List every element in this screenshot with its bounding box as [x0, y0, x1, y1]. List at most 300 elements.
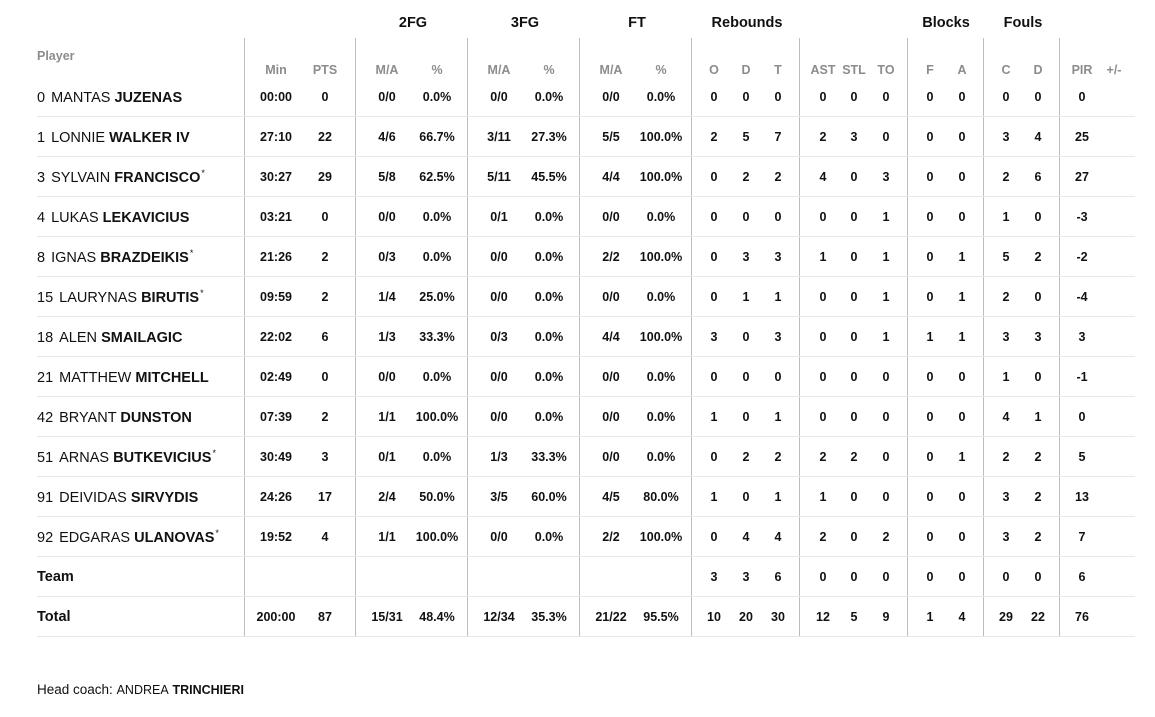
player-number: 21 [37, 369, 54, 386]
cell-blk-f: 0 [926, 570, 934, 584]
cell-reb-d: 1 [742, 290, 750, 304]
cell-blk-a: 0 [958, 490, 966, 504]
player-last-name: JUZENAS [114, 89, 183, 106]
cell-fg2-pct: 0.0% [422, 250, 452, 264]
cell-fg3-pct: 60.0% [531, 490, 567, 504]
cell-ft-ma: 2/2 [602, 250, 620, 264]
cell-fg3-ma: 0/0 [490, 530, 508, 544]
cell-fg2-ma: 1/3 [378, 330, 396, 344]
cell-reb-t: 1 [774, 290, 782, 304]
group-ft-header: FT [628, 15, 646, 31]
cell-fg3-pct: 0.0% [534, 210, 564, 224]
cell-foul-d: 22 [1031, 610, 1045, 624]
cell-pts: 29 [318, 170, 332, 184]
player-name-link[interactable] [37, 368, 210, 386]
cell-reb-t: 4 [774, 530, 782, 544]
cell-reb-o: 0 [710, 290, 718, 304]
cell-ast: 1 [819, 490, 827, 504]
cell-fg3-pct: 0.0% [534, 90, 564, 104]
cell-ft-pct: 80.0% [643, 490, 679, 504]
cell-reb-o: 0 [710, 250, 718, 264]
cell-ast: 0 [819, 290, 827, 304]
cell-fg2-pct: 50.0% [419, 490, 455, 504]
cell-reb-t: 1 [774, 490, 782, 504]
player-first-name: LUKAS [51, 209, 99, 226]
player-name-link[interactable] [37, 328, 183, 346]
cell-fg2-ma: 0/1 [378, 450, 396, 464]
player-number: 42 [37, 409, 54, 426]
table-row [37, 397, 1135, 437]
cell-fg2-ma: 0/0 [378, 370, 396, 384]
cell-min: 200:00 [256, 610, 296, 624]
cell-blk-a: 0 [958, 410, 966, 424]
cell-blk-a: 0 [958, 90, 966, 104]
col-header-pir: PIR [1071, 63, 1093, 77]
player-number: 3 [37, 169, 46, 186]
player-name-link[interactable] [37, 408, 193, 426]
cell-reb-t: 30 [771, 610, 785, 624]
cell-fg3-pct: 0.0% [534, 370, 564, 384]
cell-ft-ma: 4/4 [602, 330, 620, 344]
cell-pts: 2 [321, 410, 329, 424]
cell-pts: 2 [321, 290, 329, 304]
cell-to: 0 [882, 410, 890, 424]
player-number: 8 [37, 249, 46, 266]
cell-min: 03:21 [260, 210, 292, 224]
player-last-name: LEKAVICIUS [102, 209, 190, 226]
cell-foul-d: 2 [1034, 450, 1042, 464]
cell-to: 1 [882, 290, 890, 304]
cell-min: 27:10 [260, 130, 292, 144]
cell-reb-t: 3 [774, 330, 782, 344]
cell-reb-o: 0 [710, 90, 718, 104]
player-last-name: BRAZDEIKIS [100, 249, 189, 266]
cell-stl: 0 [850, 290, 858, 304]
cell-fg3-ma: 0/3 [490, 330, 508, 344]
player-last-name: BUTKEVICIUS [113, 449, 212, 466]
cell-reb-d: 3 [742, 250, 750, 264]
player-number: 91 [37, 489, 54, 506]
cell-blk-f: 0 [926, 90, 934, 104]
player-name-link[interactable] [37, 168, 205, 186]
cell-foul-d: 6 [1034, 170, 1042, 184]
cell-to: 1 [882, 250, 890, 264]
cell-ast: 0 [819, 370, 827, 384]
cell-fg2-pct: 0.0% [422, 90, 452, 104]
player-first-name: IGNAS [51, 249, 97, 266]
cell-foul-d: 1 [1034, 410, 1042, 424]
cell-reb-o: 2 [710, 130, 718, 144]
cell-stl: 0 [850, 250, 858, 264]
cell-fg2-ma: 1/1 [378, 410, 396, 424]
cell-fg2-pct: 0.0% [422, 370, 452, 384]
cell-pts: 0 [321, 370, 329, 384]
cell-ft-pct: 100.0% [639, 250, 683, 264]
cell-fg2-ma: 0/0 [378, 90, 396, 104]
table-row [37, 357, 1135, 397]
player-first-name: LAURYNAS [59, 289, 138, 306]
player-first-name: ARNAS [59, 449, 110, 466]
player-number: 0 [37, 89, 46, 106]
table-row [37, 437, 1135, 477]
cell-stl: 2 [850, 450, 858, 464]
cell-pir: -1 [1076, 370, 1088, 384]
cell-to: 0 [882, 130, 890, 144]
cell-ft-pct: 100.0% [639, 130, 683, 144]
cell-ft-ma: 0/0 [602, 410, 620, 424]
cell-pts: 22 [318, 130, 332, 144]
cell-blk-f: 0 [926, 210, 934, 224]
cell-ft-ma: 2/2 [602, 530, 620, 544]
cell-fg3-pct: 33.3% [531, 450, 567, 464]
table-row [37, 77, 1135, 117]
cell-reb-d: 0 [742, 330, 750, 344]
col-header-to: TO [877, 63, 895, 77]
starter-mark: * [215, 528, 219, 539]
cell-foul-d: 0 [1034, 370, 1042, 384]
cell-foul-d: 2 [1034, 490, 1042, 504]
cell-reb-o: 0 [710, 370, 718, 384]
cell-foul-c: 1 [1002, 210, 1010, 224]
col-header-2fg-pct: % [431, 63, 443, 77]
cell-min: 30:27 [260, 170, 292, 184]
cell-reb-d: 0 [742, 210, 750, 224]
cell-fg3-ma: 0/1 [490, 210, 508, 224]
col-header-reb-d: D [741, 63, 751, 77]
cell-ft-ma: 0/0 [602, 450, 620, 464]
cell-foul-c: 0 [1002, 570, 1010, 584]
table-row [37, 477, 1135, 517]
cell-min: 21:26 [260, 250, 292, 264]
cell-pir: 13 [1075, 490, 1089, 504]
cell-stl: 0 [850, 370, 858, 384]
player-name-link[interactable] [37, 528, 219, 546]
player-last-name: DUNSTON [120, 409, 192, 426]
cell-pir: -3 [1076, 210, 1088, 224]
cell-ft-ma: 0/0 [602, 290, 620, 304]
player-number: 18 [37, 329, 54, 346]
cell-pts: 17 [318, 490, 332, 504]
player-first-name: LONNIE [51, 129, 106, 146]
cell-pir: -4 [1076, 290, 1088, 304]
cell-fg2-ma: 15/31 [371, 610, 403, 624]
cell-ft-ma: 4/5 [602, 490, 620, 504]
table-row [37, 117, 1135, 157]
cell-min: 00:00 [260, 90, 292, 104]
cell-stl: 0 [850, 90, 858, 104]
cell-to: 1 [882, 210, 890, 224]
cell-reb-d: 0 [742, 90, 750, 104]
cell-reb-d: 4 [742, 530, 750, 544]
cell-reb-d: 0 [742, 370, 750, 384]
cell-pts: 0 [321, 90, 329, 104]
cell-fg2-ma: 0/0 [378, 210, 396, 224]
cell-ast: 1 [819, 250, 827, 264]
cell-foul-d: 2 [1034, 250, 1042, 264]
cell-ft-pct: 95.5% [643, 610, 679, 624]
starter-mark: * [212, 448, 216, 459]
col-header-3fg-ma: M/A [487, 63, 511, 77]
cell-blk-f: 1 [926, 330, 934, 344]
player-name-link[interactable] [37, 248, 193, 266]
cell-ft-pct: 0.0% [646, 410, 676, 424]
cell-stl: 0 [850, 330, 858, 344]
player-last-name: MITCHELL [135, 369, 209, 386]
col-header-reb-o: O [709, 63, 719, 77]
player-column-header: Player [37, 49, 75, 63]
cell-reb-d: 5 [742, 130, 750, 144]
cell-ast: 2 [819, 450, 827, 464]
cell-reb-d: 2 [742, 450, 750, 464]
cell-blk-f: 1 [926, 610, 934, 624]
col-header-reb-t: T [774, 63, 782, 77]
cell-fg3-ma: 12/34 [483, 610, 515, 624]
player-first-name: DEIVIDAS [59, 489, 127, 506]
cell-fg3-pct: 0.0% [534, 290, 564, 304]
cell-foul-c: 3 [1002, 330, 1010, 344]
cell-ast: 0 [819, 330, 827, 344]
cell-reb-d: 0 [742, 490, 750, 504]
cell-fg3-ma: 3/5 [490, 490, 508, 504]
cell-reb-o: 3 [710, 570, 718, 584]
team-row [37, 557, 1135, 597]
cell-blk-a: 0 [958, 130, 966, 144]
cell-blk-f: 0 [926, 170, 934, 184]
cell-ft-pct: 0.0% [646, 90, 676, 104]
cell-to: 1 [882, 330, 890, 344]
cell-reb-t: 3 [774, 250, 782, 264]
cell-fg2-ma: 1/4 [378, 290, 396, 304]
cell-fg3-pct: 0.0% [534, 530, 564, 544]
col-header-2fg-ma: M/A [375, 63, 399, 77]
cell-fg2-pct: 48.4% [419, 610, 455, 624]
cell-reb-o: 10 [707, 610, 721, 624]
cell-min: 22:02 [260, 330, 292, 344]
player-first-name: EDGARAS [59, 529, 131, 546]
cell-foul-c: 2 [1002, 170, 1010, 184]
cell-pir: 27 [1075, 170, 1089, 184]
cell-reb-t: 0 [774, 90, 782, 104]
player-name-link[interactable] [37, 448, 216, 466]
cell-stl: 5 [850, 610, 858, 624]
cell-min: 02:49 [260, 370, 292, 384]
player-last-name: SIRVYDIS [130, 489, 199, 506]
col-header-ft-pct: % [655, 63, 667, 77]
cell-pts: 87 [318, 610, 332, 624]
cell-ft-ma: 5/5 [602, 130, 620, 144]
player-first-name: BRYANT [59, 409, 117, 426]
cell-reb-t: 7 [774, 130, 782, 144]
head-coach [37, 682, 244, 697]
cell-pts: 3 [321, 450, 329, 464]
cell-foul-c: 2 [1002, 290, 1010, 304]
cell-reb-o: 0 [710, 210, 718, 224]
cell-fg3-pct: 27.3% [531, 130, 567, 144]
cell-foul-c: 29 [999, 610, 1013, 624]
table-row [37, 317, 1135, 357]
cell-pts: 2 [321, 250, 329, 264]
cell-fg3-ma: 0/0 [490, 90, 508, 104]
starter-mark: * [189, 248, 194, 259]
cell-reb-t: 2 [774, 170, 782, 184]
cell-blk-a: 1 [958, 250, 966, 264]
cell-foul-d: 0 [1034, 570, 1042, 584]
cell-reb-d: 20 [739, 610, 753, 624]
cell-blk-f: 0 [926, 450, 934, 464]
cell-pir: 5 [1078, 450, 1086, 464]
cell-foul-c: 3 [1002, 530, 1010, 544]
cell-to: 2 [882, 530, 890, 544]
cell-fg3-pct: 0.0% [534, 330, 564, 344]
cell-fg2-pct: 66.7% [419, 130, 455, 144]
cell-stl: 0 [850, 210, 858, 224]
cell-foul-d: 0 [1034, 290, 1042, 304]
cell-blk-a: 1 [958, 330, 966, 344]
player-number: 51 [37, 449, 54, 466]
player-first-name: MATTHEW [59, 369, 132, 386]
cell-pts: 0 [321, 210, 329, 224]
cell-blk-a: 0 [958, 530, 966, 544]
cell-stl: 3 [850, 130, 858, 144]
cell-fg3-ma: 3/11 [487, 130, 511, 144]
player-name-link[interactable] [37, 488, 199, 506]
cell-pir: 76 [1075, 610, 1089, 624]
player-name-link[interactable] [37, 88, 183, 106]
player-number: 4 [37, 209, 46, 226]
player-name-link[interactable] [37, 208, 190, 226]
cell-ast: 2 [819, 130, 827, 144]
cell-min: 30:49 [260, 450, 292, 464]
cell-blk-a: 0 [958, 210, 966, 224]
head-coach-label: Head coach: [37, 682, 113, 697]
cell-reb-o: 0 [710, 450, 718, 464]
cell-ast: 0 [819, 90, 827, 104]
player-last-name: ULANOVAS [134, 529, 215, 546]
cell-ast: 0 [819, 410, 827, 424]
cell-reb-o: 1 [710, 490, 718, 504]
group-rebounds-header: Rebounds [711, 15, 783, 31]
player-name-link[interactable] [37, 128, 191, 146]
cell-foul-c: 4 [1002, 410, 1010, 424]
cell-fg2-pct: 100.0% [415, 410, 459, 424]
cell-ft-ma: 4/4 [602, 170, 620, 184]
group-2fg-header: 2FG [398, 15, 428, 31]
cell-fg3-pct: 35.3% [531, 610, 567, 624]
cell-fg3-pct: 45.5% [531, 170, 567, 184]
cell-foul-d: 0 [1034, 210, 1042, 224]
cell-ft-pct: 100.0% [639, 330, 683, 344]
cell-fg2-pct: 62.5% [419, 170, 455, 184]
cell-min: 19:52 [260, 530, 292, 544]
cell-fg2-pct: 25.0% [419, 290, 455, 304]
cell-blk-f: 0 [926, 290, 934, 304]
col-header-ast: AST [810, 63, 836, 77]
player-first-name: ALEN [59, 329, 98, 346]
group-blocks-header: Blocks [922, 15, 970, 31]
cell-fg2-pct: 33.3% [419, 330, 455, 344]
cell-fg2-pct: 0.0% [422, 450, 452, 464]
cell-blk-f: 0 [926, 530, 934, 544]
col-header-3fg-pct: % [543, 63, 555, 77]
cell-to: 0 [882, 490, 890, 504]
cell-stl: 0 [850, 530, 858, 544]
cell-ft-ma: 0/0 [602, 90, 620, 104]
cell-to: 0 [882, 450, 890, 464]
table-row [37, 237, 1135, 277]
col-header-pts: PTS [312, 63, 338, 77]
cell-fg3-pct: 0.0% [534, 410, 564, 424]
player-last-name: SMAILAGIC [101, 329, 183, 346]
table-row [37, 277, 1135, 317]
cell-min: 07:39 [260, 410, 292, 424]
cell-foul-c: 3 [1002, 490, 1010, 504]
cell-ast: 2 [819, 530, 827, 544]
cell-stl: 0 [850, 570, 858, 584]
cell-ft-ma: 0/0 [602, 210, 620, 224]
player-last-name: BIRUTIS [141, 289, 200, 306]
cell-ast: 4 [819, 170, 827, 184]
col-header-stl: STL [842, 63, 866, 77]
cell-blk-a: 0 [958, 370, 966, 384]
cell-foul-d: 4 [1034, 130, 1042, 144]
cell-pir: 25 [1075, 130, 1089, 144]
cell-blk-f: 0 [926, 490, 934, 504]
cell-fg3-ma: 0/0 [490, 370, 508, 384]
cell-reb-d: 2 [742, 170, 750, 184]
col-header-foul-d: D [1033, 63, 1043, 77]
cell-stl: 0 [850, 170, 858, 184]
cell-fg2-ma: 5/8 [378, 170, 396, 184]
table-row [37, 197, 1135, 237]
cell-fg3-ma: 1/3 [490, 450, 508, 464]
cell-blk-f: 0 [926, 410, 934, 424]
cell-fg2-pct: 0.0% [422, 210, 452, 224]
player-first-name: SYLVAIN [51, 169, 111, 186]
cell-pts: 6 [321, 330, 329, 344]
cell-foul-d: 3 [1034, 330, 1042, 344]
player-number: 92 [37, 529, 54, 546]
row-divider [37, 636, 1135, 637]
total-row [37, 597, 1135, 637]
cell-ft-pct: 0.0% [646, 370, 676, 384]
group-3fg-header: 3FG [510, 15, 540, 31]
col-header-blk-f: F [926, 63, 934, 77]
cell-reb-t: 0 [774, 370, 782, 384]
cell-blk-a: 0 [958, 170, 966, 184]
head-coach-last-name: TRINCHIERI [172, 683, 244, 697]
cell-fg3-ma: 0/0 [490, 290, 508, 304]
cell-reb-o: 3 [710, 330, 718, 344]
cell-blk-f: 0 [926, 130, 934, 144]
cell-reb-d: 0 [742, 410, 750, 424]
total-label: Total [37, 609, 71, 625]
col-header-blk-a: A [957, 63, 967, 77]
cell-ft-ma: 0/0 [602, 370, 620, 384]
cell-foul-c: 5 [1002, 250, 1010, 264]
cell-fg3-pct: 0.0% [534, 250, 564, 264]
team-label: Team [37, 569, 74, 585]
table-row [37, 157, 1135, 197]
cell-ft-pct: 0.0% [646, 290, 676, 304]
cell-reb-t: 0 [774, 210, 782, 224]
cell-fg3-ma: 5/11 [487, 170, 511, 184]
cell-reb-o: 0 [710, 170, 718, 184]
cell-foul-c: 2 [1002, 450, 1010, 464]
cell-to: 9 [882, 610, 890, 624]
player-name-link[interactable] [37, 288, 204, 306]
cell-stl: 0 [850, 410, 858, 424]
cell-to: 0 [882, 90, 890, 104]
